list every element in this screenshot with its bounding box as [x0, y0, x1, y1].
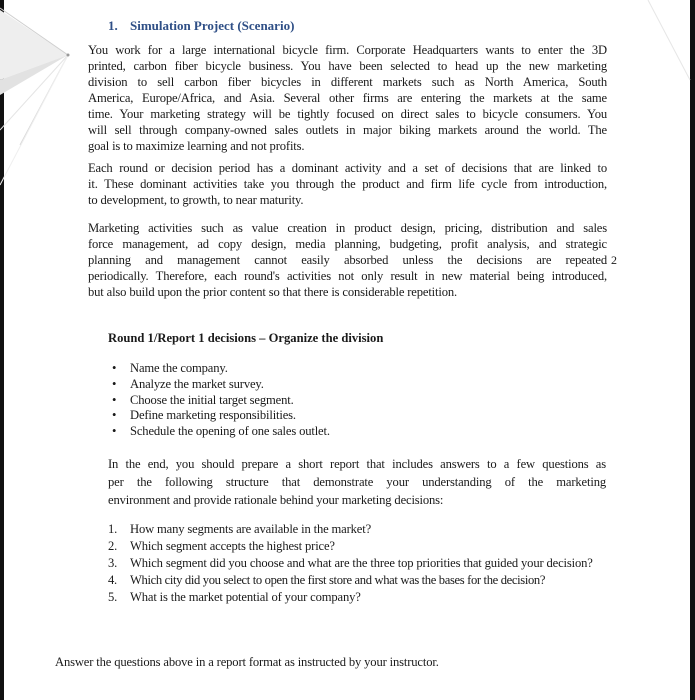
- question-text: Which city did you select to open the first store and what was the bases for the decision?: [130, 573, 546, 587]
- text-line: force management, ad copy design, media planning, budgeting, profit analysis, and strategic: [88, 237, 607, 251]
- question-item: [108, 555, 606, 572]
- section-title-text: Simulation Project (Scenario): [130, 18, 295, 33]
- page-number: 2: [611, 253, 617, 267]
- question-number: 2.: [108, 539, 118, 553]
- text-line: but also build upon the prior content so that there is considerable repetition.: [88, 285, 458, 299]
- question-text: Which segment accepts the highest price?: [130, 539, 335, 553]
- question-item: [108, 589, 606, 606]
- text-line: goal is to maximize learning and not profits.: [88, 139, 305, 153]
- report-paragraph: [108, 455, 606, 509]
- list-item-text: Choose the initial target segment.: [130, 392, 294, 407]
- section-number: 1.: [108, 18, 118, 33]
- bullet-icon: •: [112, 424, 117, 439]
- rounds-paragraph: [88, 160, 607, 208]
- question-number: 1.: [108, 522, 118, 536]
- list-item-text: Define marketing responsibilities.: [130, 408, 296, 423]
- list-item-text: Analyze the market survey.: [130, 376, 264, 391]
- list-item: [108, 408, 606, 424]
- question-item: [108, 521, 606, 538]
- question-number: 5.: [108, 590, 118, 604]
- question-number: 3.: [108, 556, 118, 570]
- text-line: printed, carbon fiber bicycle business. You have been selected to head up the new marketing: [88, 59, 607, 73]
- bullet-icon: •: [112, 376, 117, 391]
- bullet-icon: •: [112, 408, 117, 423]
- text-line: per the following structure that demonstrate your understanding of the marketing: [108, 475, 606, 489]
- bullet-icon: •: [112, 361, 117, 375]
- text-line: periodically. Therefore, each round's activities not only result in new material being introduced,: [88, 269, 607, 283]
- list-item-text: Schedule the opening of one sales outlet.: [130, 424, 330, 439]
- list-item-text: Name the company.: [130, 361, 228, 375]
- closing-instruction: Answer the questions above in a report format as instructed by your instructor.: [55, 655, 439, 669]
- question-list: [108, 521, 606, 606]
- text-line: Marketing activities such as value creation in product design, pricing, distribution and sales: [88, 221, 607, 235]
- question-text: What is the market potential of your company?: [130, 590, 361, 604]
- list-item: [108, 424, 606, 440]
- text-line: to development, to growth, to near maturity.: [88, 193, 304, 207]
- text-line: it. These dominant activities take you through the product and firm life cycle from introduction,: [88, 177, 607, 191]
- text-line: planning and management cannot easily absorbed unless the decisions are repeated: [88, 253, 607, 267]
- text-line: division to sell carbon fiber bicycles in different markets such as North America, South: [88, 75, 607, 89]
- activities-paragraph: [88, 220, 607, 300]
- list-item: [108, 393, 606, 409]
- text-line: environment and provide rationale behind your marketing decisions:: [108, 493, 444, 507]
- text-line: Each round or decision period has a dominant activity and a set of decisions that are linked to: [88, 161, 607, 175]
- question-text: Which segment did you choose and what are the three top priorities that guided your decision?: [130, 556, 593, 570]
- text-line: In the end, you should prepare a short report that includes answers to a few questions as: [108, 457, 606, 471]
- question-item: [108, 538, 606, 555]
- section-title: [108, 18, 294, 34]
- question-number: 4.: [108, 573, 117, 587]
- text-line: You work for a large international bicycle firm. Corporate Headquarters wants to enter the 3D: [88, 43, 607, 57]
- intro-paragraph: [88, 42, 607, 154]
- list-item: [108, 377, 606, 393]
- decision-list: [108, 361, 606, 440]
- text-line: time. Your marketing strategy will be tightly focused on direct sales to bicycle consumers. You: [88, 107, 607, 121]
- question-item: [108, 572, 606, 589]
- bullet-icon: •: [112, 392, 117, 407]
- round-heading: Round 1/Report 1 decisions – Organize the division: [108, 331, 384, 345]
- text-line: will sell through company-owned sales outlets in major biking markets around the world. The: [88, 123, 607, 137]
- list-item: [108, 361, 606, 377]
- question-text: How many segments are available in the market?: [130, 522, 372, 536]
- text-line: America, Europe/Africa, and Asia. Several other firms are entering the markets at the same: [88, 91, 607, 105]
